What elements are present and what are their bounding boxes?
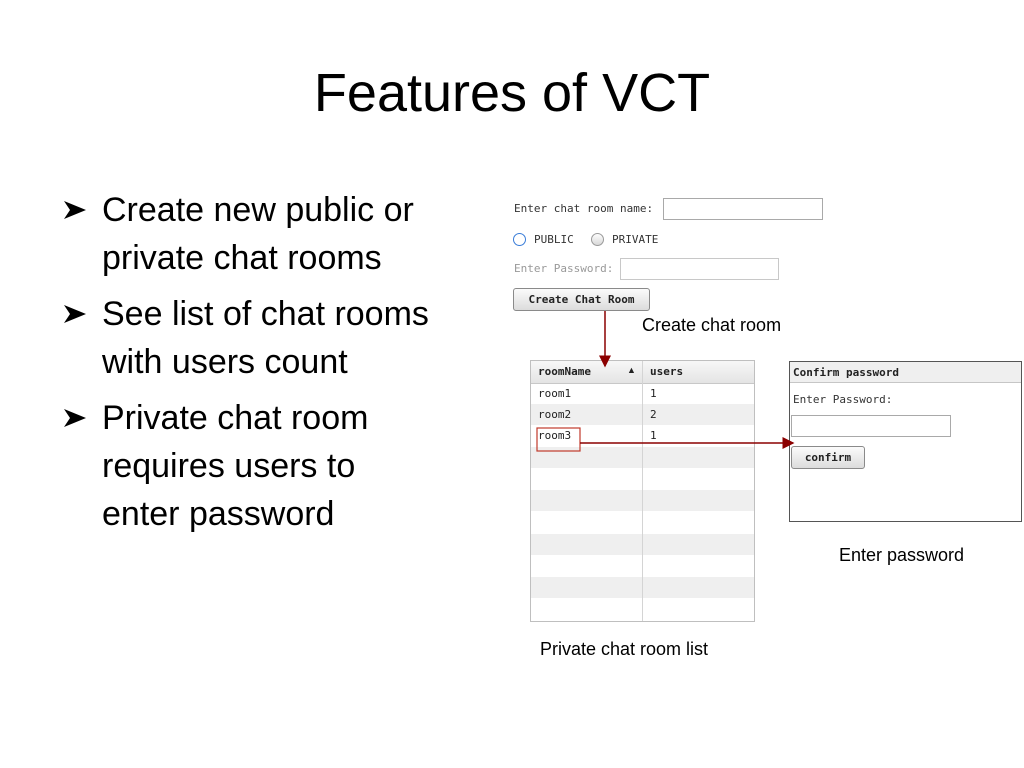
column-header-users[interactable]: users — [650, 365, 684, 378]
caption-private-room-list: Private chat room list — [540, 639, 709, 659]
arrow-bullet-icon — [62, 198, 88, 222]
dialog-title: Confirm password — [790, 362, 1021, 383]
room-name-label: Enter chat room name: — [514, 202, 654, 215]
dialog-password-input[interactable] — [791, 415, 951, 437]
room-name-cell: room3 — [538, 429, 572, 442]
bullet-text-line: See list of chat rooms — [102, 295, 429, 333]
bullet-list-rooms — [62, 290, 502, 386]
room-password-label: Enter Password: — [514, 262, 614, 275]
column-divider — [642, 361, 643, 621]
room-list-table — [530, 360, 755, 622]
room-name-cell: room1 — [538, 387, 572, 400]
bullet-text-line: with users count — [102, 343, 348, 381]
bullet-text-line: requires users to — [102, 447, 356, 485]
room-password-input[interactable] — [620, 258, 779, 280]
public-radio-label: PUBLIC — [534, 233, 574, 246]
users-count-cell: 1 — [650, 387, 657, 400]
confirm-button[interactable]: confirm — [791, 446, 865, 469]
dialog-password-label: Enter Password: — [793, 393, 893, 406]
bullet-text-line: Private chat room — [102, 399, 369, 437]
public-radio[interactable] — [513, 233, 526, 246]
column-header-roomname[interactable]: roomName — [538, 365, 591, 378]
users-count-cell: 2 — [650, 408, 657, 421]
feature-bullet-list — [62, 186, 502, 546]
arrow-bullet-icon — [62, 302, 88, 326]
bullet-text-line: private chat rooms — [102, 239, 382, 277]
bullet-private-password — [62, 394, 502, 538]
users-count-cell: 1 — [650, 429, 657, 442]
bullet-text-line: Create new public or — [102, 191, 414, 229]
confirm-password-dialog — [789, 361, 1022, 522]
slide-title: Features of VCT — [313, 63, 711, 123]
room-name-input[interactable] — [663, 198, 823, 220]
private-radio-label: PRIVATE — [612, 233, 659, 246]
room-name-cell: room2 — [538, 408, 572, 421]
bullet-create-rooms — [62, 186, 502, 282]
arrow-bullet-icon — [62, 406, 88, 430]
caption-enter-password: Enter password — [839, 545, 965, 565]
bullet-text-line: enter password — [102, 495, 335, 533]
create-chat-room-button[interactable]: Create Chat Room — [513, 288, 650, 311]
sort-ascending-icon[interactable]: ▲ — [627, 365, 636, 375]
private-radio[interactable] — [591, 233, 604, 246]
caption-create-chat-room: Create chat room — [642, 315, 782, 335]
